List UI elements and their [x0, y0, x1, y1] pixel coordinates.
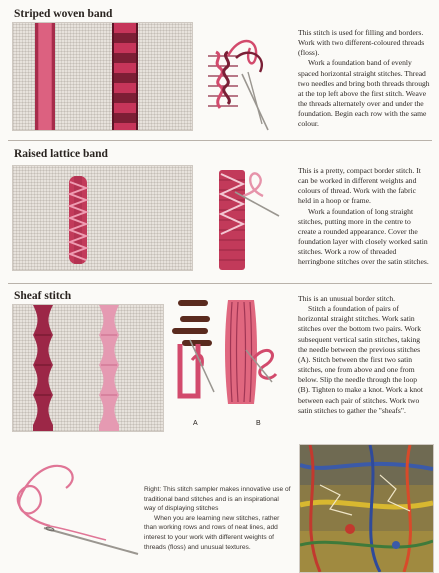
paragraph: This is an unusual border stitch. — [298, 294, 396, 303]
raised-lattice-band-stitches — [13, 166, 192, 270]
needle-icon — [44, 528, 138, 554]
striped-woven-band-photo — [12, 22, 193, 131]
stitch-sampler-artwork — [300, 445, 433, 572]
raised-lattice-band-photo — [12, 165, 193, 271]
woven-band-left — [35, 23, 55, 130]
sheaf-stitch-photo — [12, 304, 164, 432]
sheaf-diagram-b — [225, 300, 276, 404]
thread-and-needle-illustration — [10, 458, 142, 558]
sheaf-stitch-stitches — [13, 305, 163, 431]
paragraph: When you are learning new stitches, rather than working rows and rows of neat lines, add interest to your work with different weights of threads (floss) and unusual textures. — [144, 514, 280, 551]
paragraph: Right: This stitch sampler makes innovative use of traditional band stitches and is an inspirational way of displaying stitches — [144, 486, 291, 513]
striped-woven-band-text — [298, 28, 430, 130]
paragraph: Work a foundation of long straight stitches, putting more in the centre to create a rounded appearance. Cover the foundation layer with closely worked satin stitches. Work a row of threaded herringbone stitches over the satin stitches. — [298, 206, 429, 267]
section-divider — [8, 283, 432, 284]
raised-lattice-band-text — [298, 166, 430, 268]
striped-woven-band-diagram — [198, 26, 278, 134]
paragraph: This is a pretty, compact border stitch. It can be worked in different weights and colours of thread. Work with the fabric held in a hoop or frame. — [298, 166, 421, 206]
stitch-sampler-photo — [299, 444, 434, 573]
sampler-caption — [144, 485, 291, 552]
sheaf-stitch-text — [298, 294, 430, 416]
diagram-label-a: A — [193, 420, 198, 427]
needle-icon — [242, 74, 268, 130]
section-divider — [8, 140, 432, 141]
paragraph: Work a foundation band of evenly spaced horizontal straight stitches. Thread two needles and bring both threads through at the top left above the first stitch. Weave the threads alternately over and under the foundation. Begin each row with the same colour. — [298, 58, 430, 129]
section-title-raised-lattice-band: Raised lattice band — [14, 148, 108, 160]
sheaf-stitch-diagram — [168, 300, 286, 412]
woven-band-right — [112, 23, 138, 130]
raised-lattice-band-diagram — [205, 160, 285, 278]
striped-woven-band-stitches — [13, 23, 192, 130]
diagram-label-b: B — [256, 420, 261, 427]
sheaf-diagram-a — [172, 300, 214, 396]
section-title-sheaf-stitch: Sheaf stitch — [14, 290, 72, 302]
paragraph: Stitch a foundation of pairs of horizontal straight stitches. Work satin stitches over the bottom two pairs. Work subsequent vertical satin stitches, taking the needle between the previous stitches (A). Stitch between the first two satin stitches, one from above and one from below. Slip the needle through the loop (B). Tighten to make a knot. Work a knot between each pair of stitches. Work two satin stitches to gather the "sheafs". — [298, 304, 423, 415]
section-title-striped-woven-band: Striped woven band — [14, 8, 113, 20]
paragraph: This stitch is used for filling and borders. Work with two different-coloured threads (floss). — [298, 28, 425, 58]
